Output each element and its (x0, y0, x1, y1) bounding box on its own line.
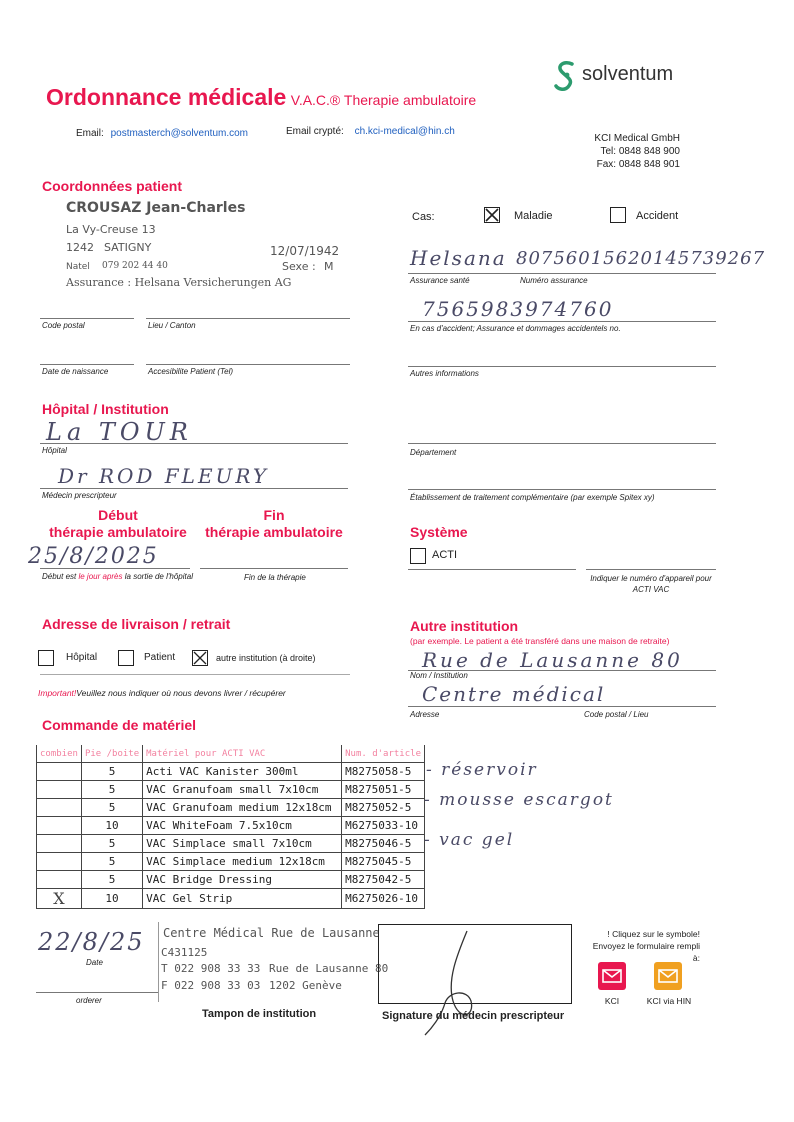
material-header-row (37, 745, 425, 763)
row-article: M8275052-5 (342, 799, 425, 817)
row-article: M8275058-5 (342, 763, 425, 781)
fin-title-2: thérapie ambulatoire (205, 524, 343, 540)
patient-natel: 079 202 44 40 (102, 261, 168, 271)
row-qty: 10 (81, 889, 142, 909)
debut-label-3: la sortie de l'hôpital (124, 572, 193, 581)
livraison-hopital-checkbox[interactable] (38, 650, 54, 666)
email-label: Email: (76, 128, 104, 139)
patient-sexe: M (324, 260, 334, 273)
email-link[interactable]: postmasterch@solventum.com (110, 128, 248, 139)
row-qty: 5 (81, 799, 142, 817)
email-row (76, 128, 248, 139)
stamp-fax: F 022 908 33 03 (161, 979, 261, 992)
row-article: M6275033-10 (342, 817, 425, 835)
acti-hint: Indiquer le numéro d'appareil pour ACTI VAC (590, 574, 712, 594)
row-qty: 5 (81, 835, 142, 853)
debut-label-1: Début est (42, 572, 77, 581)
logo-text: solventum (582, 63, 674, 85)
natel-label: Natel (66, 262, 90, 272)
medecin-label: Médecin prescripteur (42, 491, 117, 500)
stamp-city: 1202 Genève (269, 979, 342, 992)
table-row[interactable] (37, 799, 425, 817)
departement-label: Département (410, 448, 457, 457)
patient-street: La Vy-Creuse 13 (66, 223, 156, 236)
autre-adresse-label: Adresse (410, 710, 440, 719)
send-line-2: Envoyez le formulaire rempli à: (592, 941, 700, 963)
company-name: KCI Medical GmbH (594, 133, 680, 144)
header-materiel: Matériel pour ACTI VAC (143, 745, 342, 763)
row-article: M6275026-10 (342, 889, 425, 909)
livraison-autre-checkbox[interactable] (192, 650, 208, 666)
livraison-hopital-label: Hôpital (66, 652, 98, 663)
accessibilite-label: Accesibilite Patient (Tel) (148, 367, 234, 376)
row-mark[interactable] (37, 835, 82, 853)
livraison-autre-label: autre institution (à droite) (216, 653, 316, 663)
crypt-email-row (286, 126, 455, 137)
note-3: - vac gel (424, 830, 515, 850)
patient-dob: 12/07/1942 (270, 244, 340, 258)
send-line-1: ! Cliquez sur le symbole! (607, 929, 700, 939)
important-note (38, 688, 286, 698)
accident-no-hand: 7565983974760 (422, 297, 614, 321)
etablissement-label: Établissement de traitement complémentaire (par exemple Spitex xy) (410, 493, 655, 502)
commande-section-title: Commande de matériel (42, 717, 197, 733)
fin-title-1: Fin (263, 507, 285, 523)
maladie-checkbox[interactable] (484, 207, 500, 223)
kci-hin-mail-button[interactable] (654, 962, 682, 990)
fin-title (200, 507, 348, 541)
autre-cp-label: Code postal / Lieu (584, 710, 649, 719)
stamp-tel: T 022 908 33 33 (161, 962, 261, 975)
row-mark[interactable] (37, 799, 82, 817)
brand-logo (552, 58, 692, 92)
row-mark[interactable] (37, 871, 82, 889)
row-mark[interactable] (37, 853, 82, 871)
patient-zip: 1242 (66, 241, 94, 254)
row-item: Acti VAC Kanister 300ml (143, 763, 342, 781)
row-item: VAC Simplace small 7x10cm (143, 835, 342, 853)
numero-hand: 80756015620145739267 (516, 248, 766, 269)
row-item: VAC Granufoam medium 12x18cm (143, 799, 342, 817)
envelope-icon (654, 962, 682, 990)
assurance-sante-label: Assurance santé (410, 276, 470, 285)
tampon-label: Tampon de institution (202, 1008, 317, 1020)
sexe-label: Sexe : (282, 260, 316, 273)
envelope-icon (598, 962, 626, 990)
hopital-label: Hôpital (42, 446, 67, 455)
table-row[interactable] (37, 835, 425, 853)
table-row[interactable] (37, 853, 425, 871)
cas-label: Cas: (412, 211, 435, 223)
systeme-section-title: Système (410, 524, 468, 540)
lieu-label: Lieu / Canton (148, 321, 196, 330)
date-label: Date (86, 958, 103, 967)
table-row[interactable] (37, 889, 425, 909)
table-row[interactable] (37, 781, 425, 799)
patient-assurance: Assurance : Helsana Versicherungen AG (66, 276, 292, 289)
livraison-section-title: Adresse de livraison / retrait (42, 616, 231, 632)
stamp-name: Centre Médical Rue de Lausanne (163, 926, 380, 940)
patient-city: SATIGNY (104, 241, 152, 254)
acti-checkbox[interactable] (410, 548, 426, 564)
debut-label (42, 572, 193, 581)
date-hand: 22/8/25 (38, 928, 145, 956)
send-instructions (586, 928, 700, 964)
row-mark[interactable] (37, 763, 82, 781)
debut-hand: 25/8/2025 (28, 544, 159, 569)
stamp-code: C431125 (161, 946, 208, 959)
debut-title-1: Début (98, 507, 138, 523)
autres-label: Autres informations (410, 369, 479, 378)
debut-label-2: le jour après (78, 572, 123, 581)
maladie-label: Maladie (514, 210, 553, 222)
autre-nom-hand: Rue de Lausanne 80 (422, 648, 683, 672)
fin-label: Fin de la thérapie (244, 573, 306, 582)
check-x-icon (485, 208, 499, 222)
row-mark[interactable] (37, 817, 82, 835)
signature-box[interactable] (378, 924, 572, 1004)
row-article: M8275051-5 (342, 781, 425, 799)
row-qty: 5 (81, 781, 142, 799)
table-row[interactable] (37, 763, 425, 781)
assurance-hand: Helsana (410, 246, 507, 270)
accident-label: Accident (636, 210, 679, 222)
numero-assurance-label: Numéro assurance (520, 276, 588, 285)
patient-name: CROUSAZ Jean-Charles (66, 200, 246, 216)
hopital-section-title: Hôpital / Institution (42, 401, 169, 417)
kci-label: KCI (604, 996, 620, 1006)
crypt-email-label: Email crypté: (286, 126, 344, 137)
table-row[interactable] (37, 871, 425, 889)
accident-no-label: En cas d'accident; Assurance et dommages accidentels no. (410, 324, 621, 333)
company-fax: Fax: 0848 848 901 (596, 159, 680, 170)
autre-note: (par exemple. Le patient a été transféré dans une maison de retraite) (410, 636, 670, 646)
autre-nom-label: Nom / Institution (410, 671, 468, 680)
row-item: VAC Gel Strip (143, 889, 342, 909)
row-article: M8275046-5 (342, 835, 425, 853)
header-pie: Pie /boite (81, 745, 142, 763)
header-article: Num. d'article (342, 745, 425, 763)
row-article: M8275042-5 (342, 871, 425, 889)
row-qty: 10 (81, 817, 142, 835)
important-label: Important! (38, 688, 77, 698)
table-row[interactable] (37, 817, 425, 835)
row-qty: 5 (81, 871, 142, 889)
accident-checkbox[interactable] (610, 207, 626, 223)
autre-adresse-hand: Centre médical (422, 682, 606, 706)
row-item: VAC WhiteFoam 7.5x10cm (143, 817, 342, 835)
row-item: VAC Simplace medium 12x18cm (143, 853, 342, 871)
signature-label: Signature du médecin prescripteur (382, 1010, 565, 1022)
kci-mail-button[interactable] (598, 962, 626, 990)
autre-section-title: Autre institution (410, 618, 519, 634)
note-2: - mousse escargot (424, 790, 614, 810)
kci-hin-label: KCI via HIN (646, 996, 692, 1006)
row-qty: 5 (81, 763, 142, 781)
row-item: VAC Bridge Dressing (143, 871, 342, 889)
header-combien: combien (37, 745, 82, 763)
check-x-icon (193, 651, 207, 665)
row-mark[interactable]: X (37, 889, 82, 909)
company-tel: Tel: 0848 848 900 (600, 146, 680, 157)
livraison-patient-checkbox[interactable] (118, 650, 134, 666)
patient-section-title: Coordonnées patient (42, 178, 183, 194)
important-text: Veuillez nous indiquer où nous devons livrer / récupérer (76, 688, 286, 698)
crypt-email-link[interactable]: ch.kci-medical@hin.ch (354, 126, 455, 137)
material-table (36, 745, 425, 909)
hopital-hand: La TOUR (46, 418, 193, 446)
livraison-patient-label: Patient (144, 652, 176, 663)
page-title (46, 84, 476, 111)
row-article: M8275045-5 (342, 853, 425, 871)
naissance-label: Date de naissance (42, 367, 109, 376)
debut-title (42, 507, 194, 541)
institution-stamp (158, 922, 389, 1002)
row-qty: 5 (81, 853, 142, 871)
solventum-logo-icon (552, 58, 580, 92)
medecin-hand: Dr ROD FLEURY (58, 464, 270, 488)
company-contact (590, 132, 680, 171)
row-item: VAC Granufoam small 7x10cm (143, 781, 342, 799)
title-sub: V.A.C.® Therapie ambulatoire (290, 92, 477, 108)
debut-title-2: thérapie ambulatoire (49, 524, 187, 540)
title-main: Ordonnance médicale (46, 84, 287, 110)
code-postal-label: Code postal (42, 321, 85, 330)
stamp-street: Rue de Lausanne 80 (269, 962, 389, 975)
row-mark[interactable] (37, 781, 82, 799)
note-1: - réservoir (426, 760, 538, 780)
orderer-label: orderer (76, 996, 102, 1005)
acti-label: ACTI (432, 549, 458, 561)
